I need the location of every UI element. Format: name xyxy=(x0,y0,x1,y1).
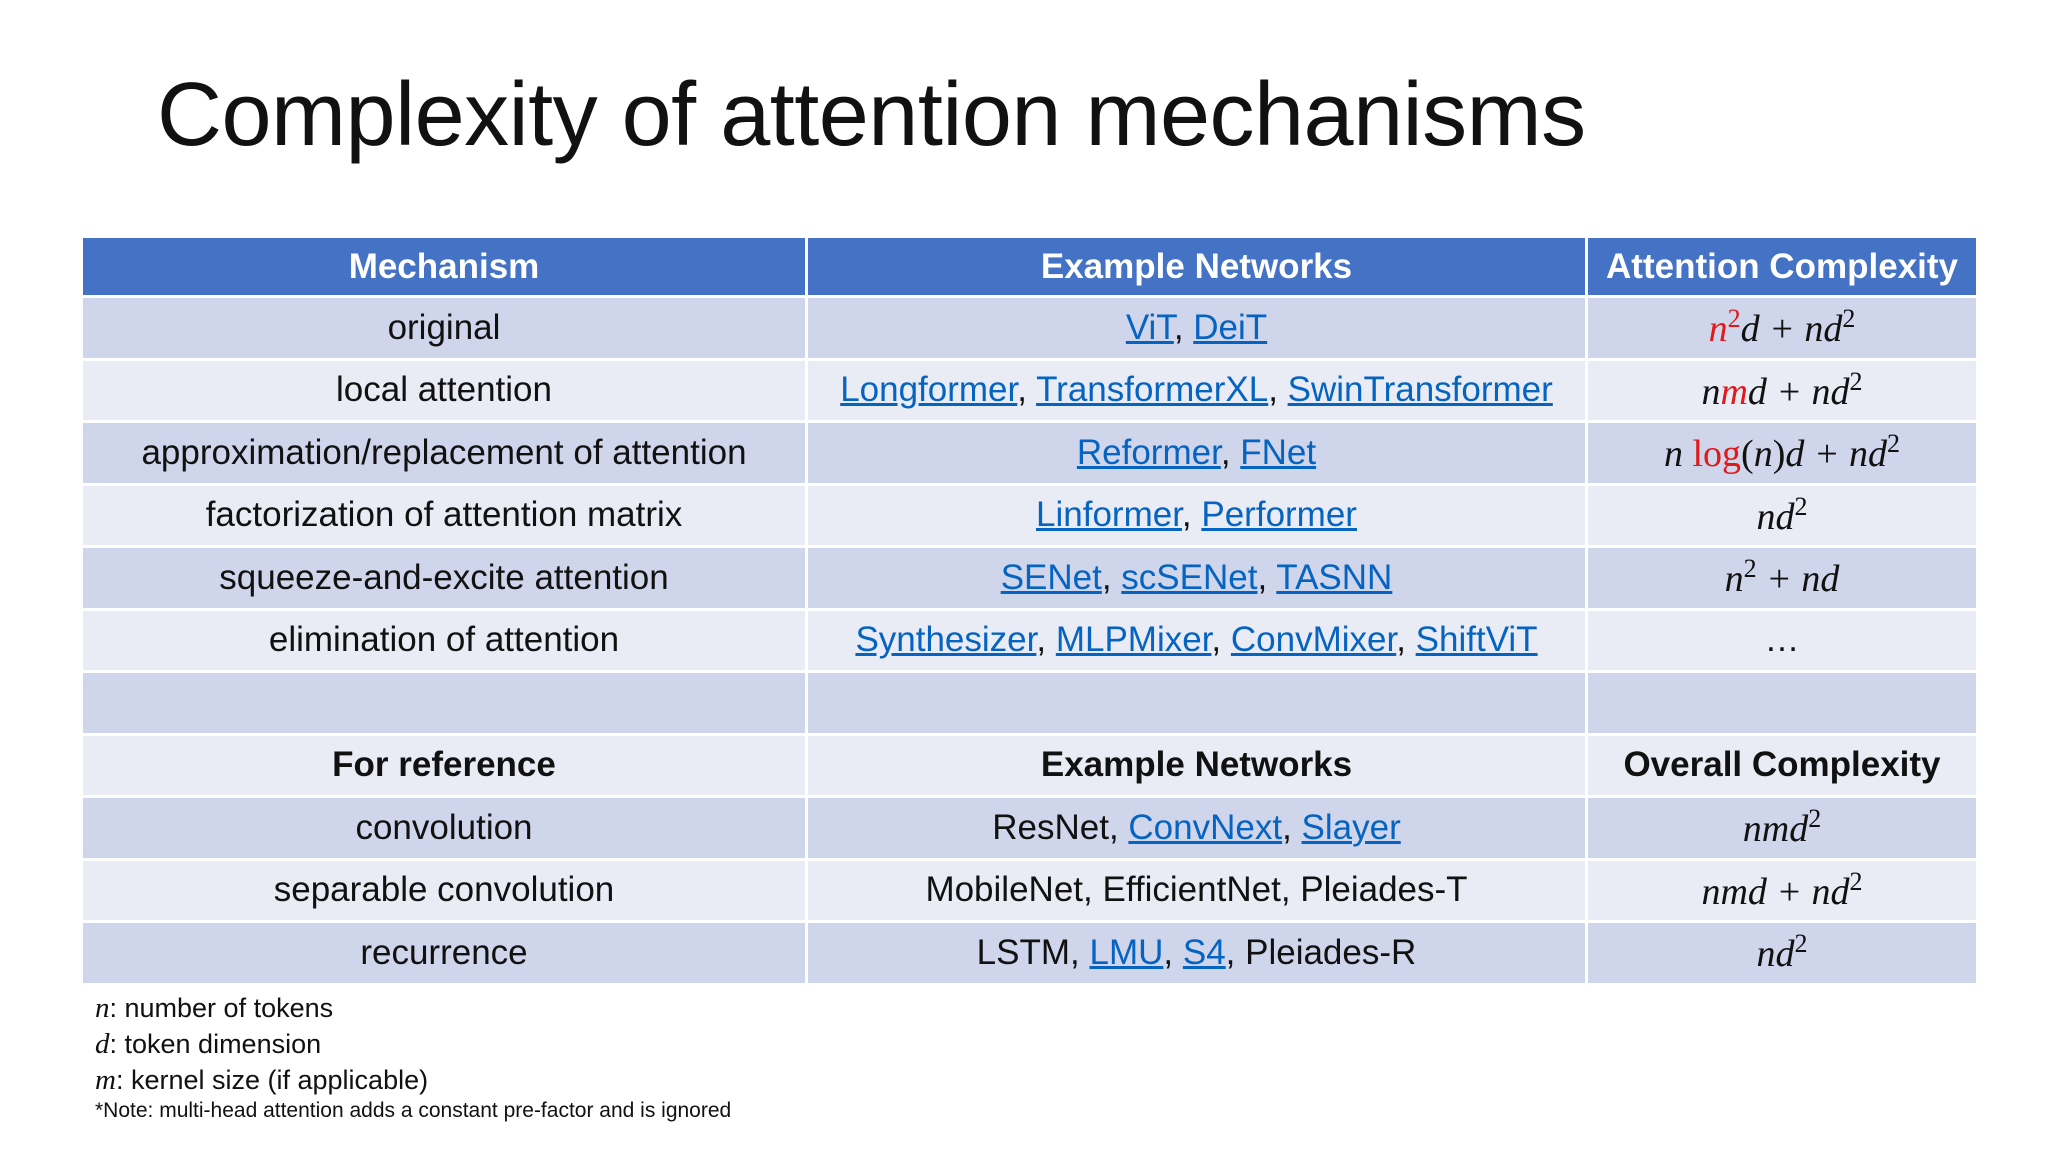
network-link[interactable]: ViT xyxy=(1125,307,1174,347)
network-link[interactable]: scSENet xyxy=(1121,557,1258,597)
mechanism-cell: approximation/replacement of attention xyxy=(82,422,807,485)
complexity-cell xyxy=(1587,297,1978,360)
complexity-formula: n $\log(n)d + nd^2$ xyxy=(1663,429,1901,476)
complexity-cell xyxy=(1587,859,1978,922)
mechanism-cell: convolution xyxy=(82,797,807,860)
network-link[interactable]: TransformerXL xyxy=(1036,370,1269,410)
mechanism-cell: original xyxy=(82,297,807,360)
network-link[interactable]: MLPMixer xyxy=(1055,620,1212,660)
table-row xyxy=(82,484,1978,547)
mechanism-cell: local attention xyxy=(82,359,807,422)
networks-cell: Synthesizer, MLPMixer, ConvMixer, ShiftViT xyxy=(807,609,1587,672)
table-row xyxy=(82,359,1978,422)
legend-item xyxy=(95,990,428,1026)
mechanism-cell: squeeze-and-excite attention xyxy=(82,547,807,610)
network-link[interactable]: FNet xyxy=(1240,432,1317,472)
network-link[interactable]: ShiftViT xyxy=(1415,620,1538,660)
network-name: EfficientNet xyxy=(1102,870,1281,910)
legend-symbol: m xyxy=(95,1064,116,1096)
header-mechanism: Mechanism xyxy=(82,237,807,297)
complexity-cell xyxy=(1587,922,1978,985)
header-example-networks: Example Networks xyxy=(807,237,1587,297)
table-row xyxy=(82,859,1978,922)
complexity-cell xyxy=(1587,484,1978,547)
network-link[interactable]: Longformer xyxy=(840,370,1018,410)
header-example-networks: Example Networks xyxy=(807,734,1587,797)
complexity-table xyxy=(80,235,1979,986)
network-link[interactable]: Linformer xyxy=(1036,495,1182,535)
mechanism-cell: elimination of attention xyxy=(82,609,807,672)
network-link[interactable]: Slayer xyxy=(1301,807,1401,847)
footnote: *Note: multi-head attention adds a constant pre-factor and is ignored xyxy=(95,1099,732,1122)
network-name: ResNet xyxy=(992,807,1109,847)
networks-cell: LSTM, LMU, S4, Pleiades-R xyxy=(807,922,1587,985)
mechanism-cell: separable convolution xyxy=(82,859,807,922)
complexity-cell xyxy=(1587,422,1978,485)
network-link[interactable]: TASNN xyxy=(1276,557,1393,597)
network-link[interactable]: LMU xyxy=(1089,932,1164,972)
spacer-row xyxy=(82,672,1978,735)
table-row xyxy=(82,297,1978,360)
complexity-formula: $nd^2$ xyxy=(1756,491,1808,538)
networks-cell: Reformer, FNet xyxy=(807,422,1587,485)
empty-cell xyxy=(807,672,1587,735)
legend-text: : kernel size (if applicable) xyxy=(115,1065,429,1095)
network-link[interactable]: Reformer xyxy=(1076,432,1221,472)
network-link[interactable]: Synthesizer xyxy=(855,620,1037,660)
network-link[interactable]: ConvMixer xyxy=(1230,620,1397,660)
legend-symbol: d xyxy=(95,1028,110,1060)
variable-legend xyxy=(95,990,428,1098)
network-link[interactable]: Performer xyxy=(1201,495,1357,535)
network-link[interactable]: DeiT xyxy=(1193,307,1268,347)
mechanism-cell: recurrence xyxy=(82,922,807,985)
complexity-formula: nmd + $nd^2$ xyxy=(1701,866,1863,913)
header-overall-complexity: Overall Complexity xyxy=(1587,734,1978,797)
legend-text: : token dimension xyxy=(109,1029,322,1059)
network-name: Pleiades-T xyxy=(1300,870,1468,910)
network-name: LSTM xyxy=(976,932,1071,972)
complexity-cell: … xyxy=(1587,609,1978,672)
network-link[interactable]: SwinTransformer xyxy=(1287,370,1553,410)
complexity-formula: $n^2$ + nd xyxy=(1724,554,1840,601)
networks-cell: ResNet, ConvNext, Slayer xyxy=(807,797,1587,860)
empty-cell xyxy=(82,672,807,735)
network-link[interactable]: SENet xyxy=(1000,557,1102,597)
table-row xyxy=(82,547,1978,610)
legend-symbol: n xyxy=(95,992,110,1024)
legend-item xyxy=(95,1026,428,1062)
complexity-formula: nmd + $nd^2$ xyxy=(1701,366,1863,413)
network-link[interactable]: S4 xyxy=(1182,932,1226,972)
empty-cell xyxy=(1587,672,1978,735)
legend-text: : number of tokens xyxy=(109,993,334,1023)
table-row xyxy=(82,422,1978,485)
legend-item xyxy=(95,1062,428,1098)
complexity-formula: $n^2d + nd^2$ xyxy=(1708,304,1856,351)
networks-cell: ViT, DeiT xyxy=(807,297,1587,360)
networks-cell: Longformer, TransformerXL, SwinTransformer xyxy=(807,359,1587,422)
complexity-formula: $nd^2$ xyxy=(1756,929,1808,976)
table-row xyxy=(82,922,1978,985)
complexity-formula: nmd$^2$ xyxy=(1742,804,1822,851)
networks-cell: SENet, scSENet, TASNN xyxy=(807,547,1587,610)
mechanism-cell: factorization of attention matrix xyxy=(82,484,807,547)
slide-title: Complexity of attention mechanisms xyxy=(157,65,1586,165)
complexity-cell xyxy=(1587,797,1978,860)
reference-header-row xyxy=(82,734,1978,797)
header-attention-complexity: Attention Complexity xyxy=(1587,237,1978,297)
complexity-cell xyxy=(1587,359,1978,422)
networks-cell: Linformer, Performer xyxy=(807,484,1587,547)
table-header-row xyxy=(82,237,1978,297)
network-name: Pleiades-R xyxy=(1245,932,1417,972)
network-link[interactable]: ConvNext xyxy=(1128,807,1283,847)
network-name: MobileNet xyxy=(925,870,1084,910)
table-row xyxy=(82,609,1978,672)
table-row xyxy=(82,797,1978,860)
complexity-cell xyxy=(1587,547,1978,610)
networks-cell: MobileNet, EfficientNet, Pleiades-T xyxy=(807,859,1587,922)
header-for-reference: For reference xyxy=(82,734,807,797)
